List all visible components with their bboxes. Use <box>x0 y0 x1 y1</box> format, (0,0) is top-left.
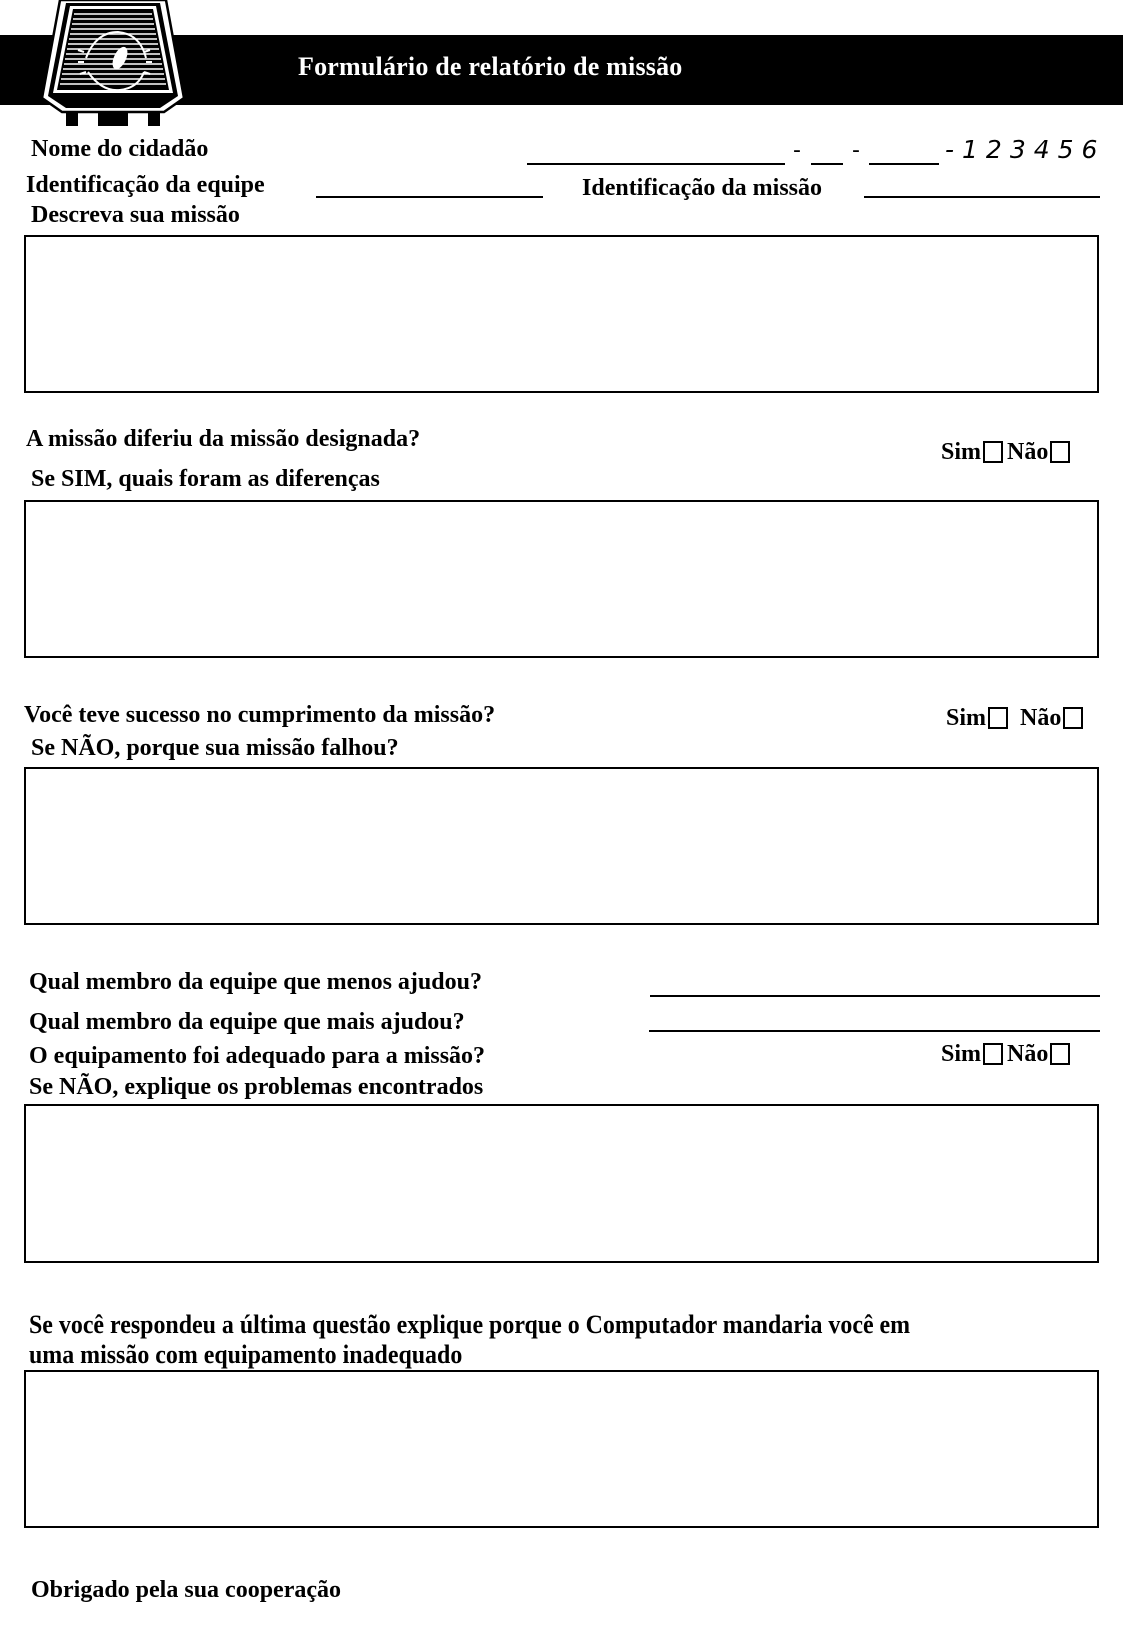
no-label: Não <box>1007 439 1049 465</box>
mission-success-question: Você teve sucesso no cumprimento da missão? <box>24 702 496 728</box>
equipment-yes-checkbox[interactable] <box>983 1043 1003 1065</box>
mission-differed-question: A missão diferiu da missão designada? <box>26 426 421 452</box>
mission-success-yes-no <box>946 706 1083 730</box>
thank-you-note: Obrigado pela sua cooperação <box>31 1577 341 1603</box>
yes-label: Sim <box>946 705 987 731</box>
mission-differed-followup: Se SIM, quais foram as diferenças <box>31 466 380 492</box>
equipment-yes-no <box>941 1042 1070 1066</box>
equipment-question: O equipamento foi adequado para a missão? <box>29 1043 486 1069</box>
computer-question-line1: Se você respondeu a última questão explique porque o Computador mandaria você em <box>29 1310 911 1339</box>
team-id-field[interactable] <box>316 196 543 198</box>
mission-differed-yes-checkbox[interactable] <box>983 441 1003 463</box>
team-id-label: Identificação da equipe <box>26 172 265 198</box>
describe-mission-label: Descreva sua missão <box>31 202 240 228</box>
mission-success-yes-checkbox[interactable] <box>988 707 1008 729</box>
mission-id-field[interactable] <box>864 196 1100 198</box>
least-helpful-question: Qual membro da equipe que menos ajudou? <box>29 969 482 995</box>
mission-success-followup: Se NÃO, porque sua missão falhou? <box>31 735 399 761</box>
mission-differed-yes-no <box>941 440 1070 464</box>
no-label: Não <box>1020 705 1062 731</box>
differences-box[interactable] <box>24 500 1099 658</box>
describe-mission-input[interactable] <box>26 237 1097 391</box>
most-helpful-field[interactable] <box>649 1030 1100 1032</box>
citizen-clearance-field[interactable] <box>811 163 843 165</box>
computer-question-line2: uma missão com equipamento inadequado <box>29 1340 463 1369</box>
separator: - <box>852 138 860 163</box>
equipment-problems-box[interactable] <box>24 1104 1099 1263</box>
equipment-followup: Se NÃO, explique os problemas encontrados <box>29 1074 484 1100</box>
failure-reason-box[interactable] <box>24 767 1099 925</box>
least-helpful-field[interactable] <box>650 995 1100 997</box>
computer-monitor-eye-emblem-icon <box>38 0 188 126</box>
mission-differed-no-checkbox[interactable] <box>1050 441 1070 463</box>
no-label: Não <box>1007 1041 1049 1067</box>
describe-mission-box[interactable] <box>24 235 1099 393</box>
citizen-sector-field[interactable] <box>869 163 939 165</box>
failure-reason-input[interactable] <box>26 769 1097 923</box>
mission-success-no-checkbox[interactable] <box>1063 707 1083 729</box>
mission-id-label: Identificação da missão <box>582 175 822 201</box>
citizen-name-label: Nome do cidadão <box>31 136 209 162</box>
yes-label: Sim <box>941 439 982 465</box>
differences-input[interactable] <box>26 502 1097 656</box>
form-title: Formulário de relatório de missão <box>298 52 683 81</box>
citizen-name-field[interactable] <box>527 163 785 165</box>
equipment-no-checkbox[interactable] <box>1050 1043 1070 1065</box>
computer-explanation-box[interactable] <box>24 1370 1099 1528</box>
yes-label: Sim <box>941 1041 982 1067</box>
most-helpful-question: Qual membro da equipe que mais ajudou? <box>29 1009 465 1035</box>
equipment-problems-input[interactable] <box>26 1106 1097 1261</box>
computer-explanation-input[interactable] <box>26 1372 1097 1526</box>
separator: - <box>793 138 801 163</box>
citizen-serial-number: -123456 <box>945 135 1106 164</box>
